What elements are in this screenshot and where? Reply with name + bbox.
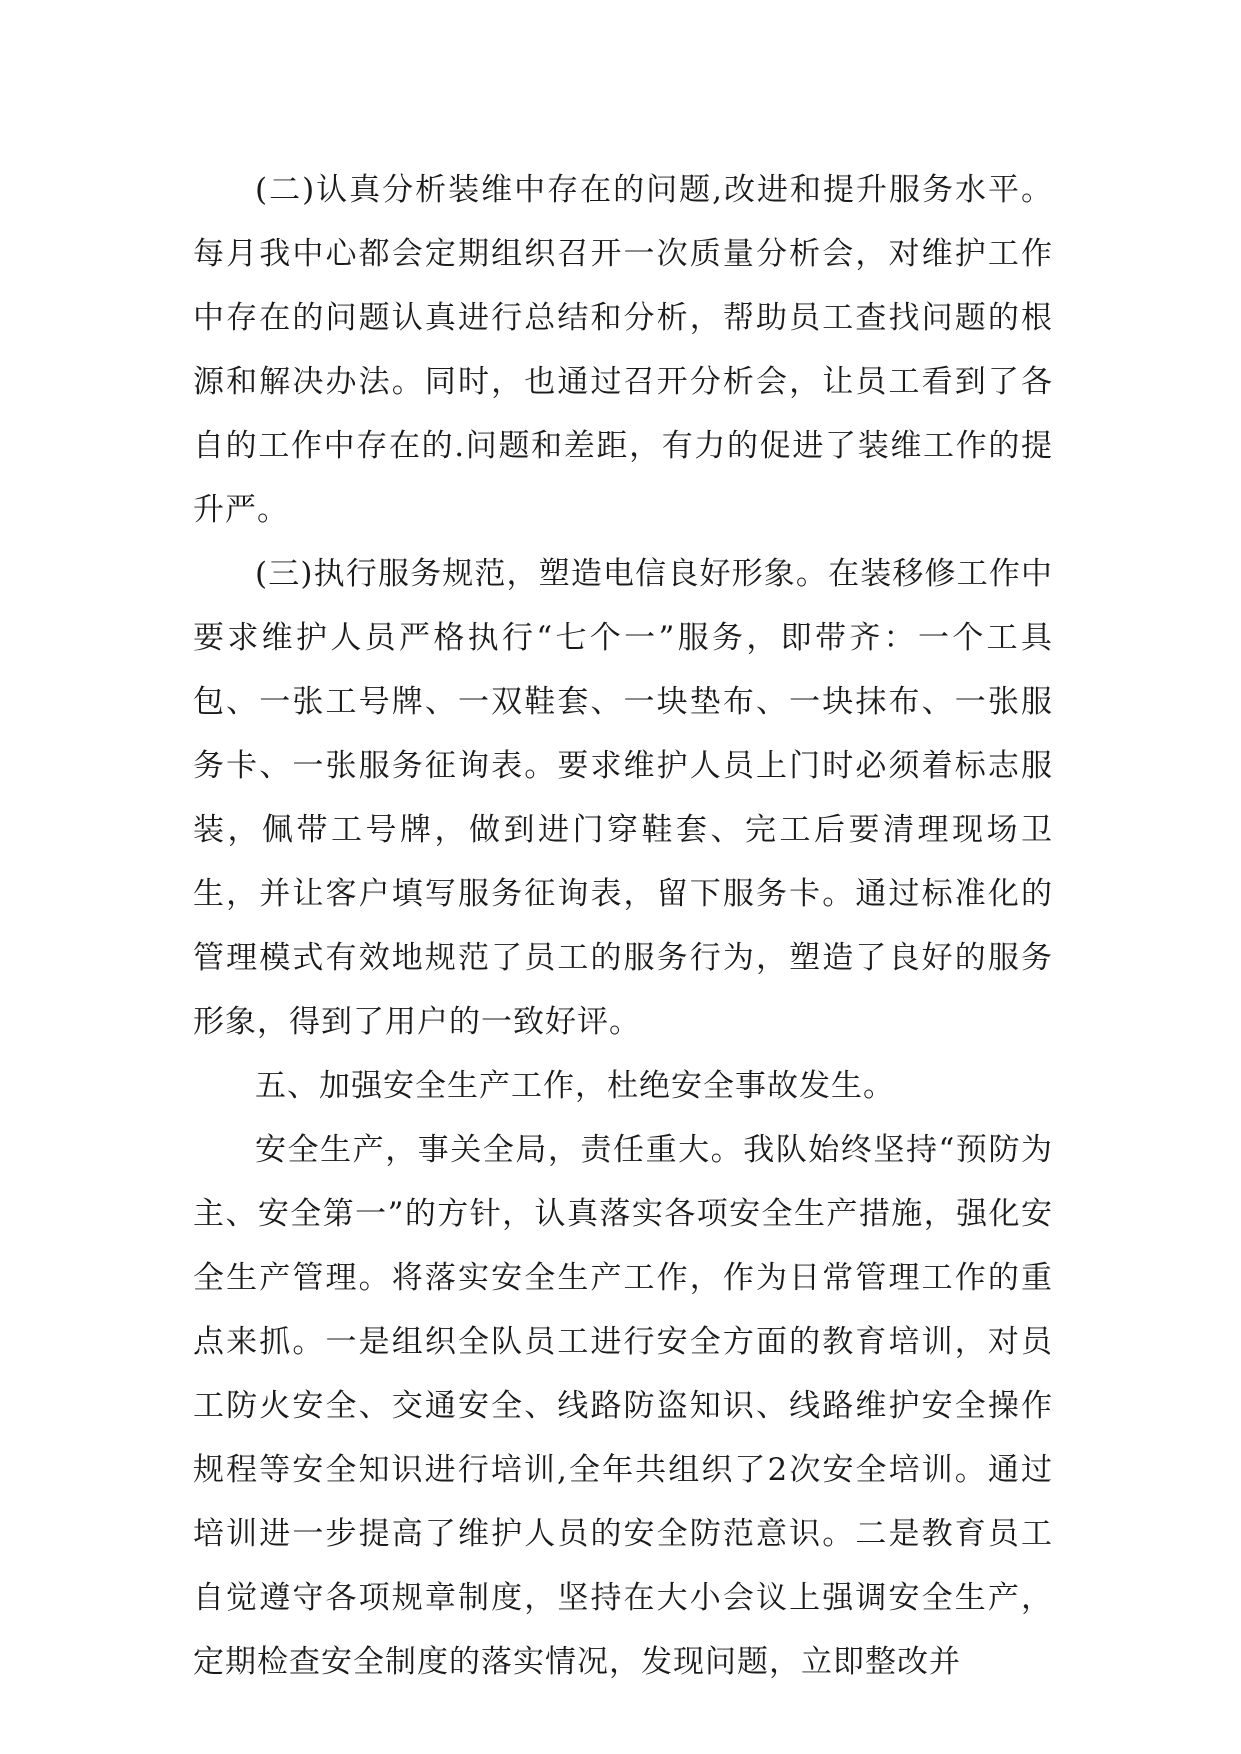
paragraph-service-standards: (三)执行服务规范，塑造电信良好形象。在装移修工作中要求维护人员严格执行“七个一”服务，即带齐：一个工具包、一张工号牌、一双鞋套、一块垫布、一块抹布、一张服务卡、一张服务征询表。要求维护人员上门时必须着标志服装，佩带工号牌，做到进门穿鞋套、完工后要清理现场卫生，并让客户填写服务征询表，留下服务卡。通过标准化的管理模式有效地规范了员工的服务行为，塑造了良好的服务形象，得到了用户的一致好评。 bbox=[193, 556, 1053, 1040]
document-body bbox=[193, 158, 1053, 1694]
paragraph-safety-production: 安全生产，事关全局，责任重大。我队始终坚持“预防为主、安全第一”的方针，认真落实各项安全生产措施，强化安全生产管理。将落实安全生产工作，作为日常管理工作的重点来抓。一是组织全队员工进行安全方面的教育培训，对员工防火安全、交通安全、线路防盗知识、线路维护安全操作规程等安全知识进行培训,全年共组织了2次安全培训。通过培训进一步提高了维护人员的安全防范意识。二是教育员工自觉遵守各项规章制度，坚持在大小会议上强调安全生产，定期检查安全制度的落实情况，发现问题，立即整改并 bbox=[193, 1132, 1053, 1680]
paragraph-service-quality-analysis: (二)认真分析装维中存在的问题,改进和提升服务水平。每月我中心都会定期组织召开一次质量分析会，对维护工作中存在的问题认真进行总结和分析，帮助员工查找问题的根源和解决办法。同时，也通过召开分析会，让员工看到了各自的工作中存在的.问题和差距，有力的促进了装维工作的提升严。 bbox=[193, 172, 1053, 528]
section-heading-safety: 五、加强安全生产工作，杜绝安全事故发生。 bbox=[255, 1068, 895, 1104]
